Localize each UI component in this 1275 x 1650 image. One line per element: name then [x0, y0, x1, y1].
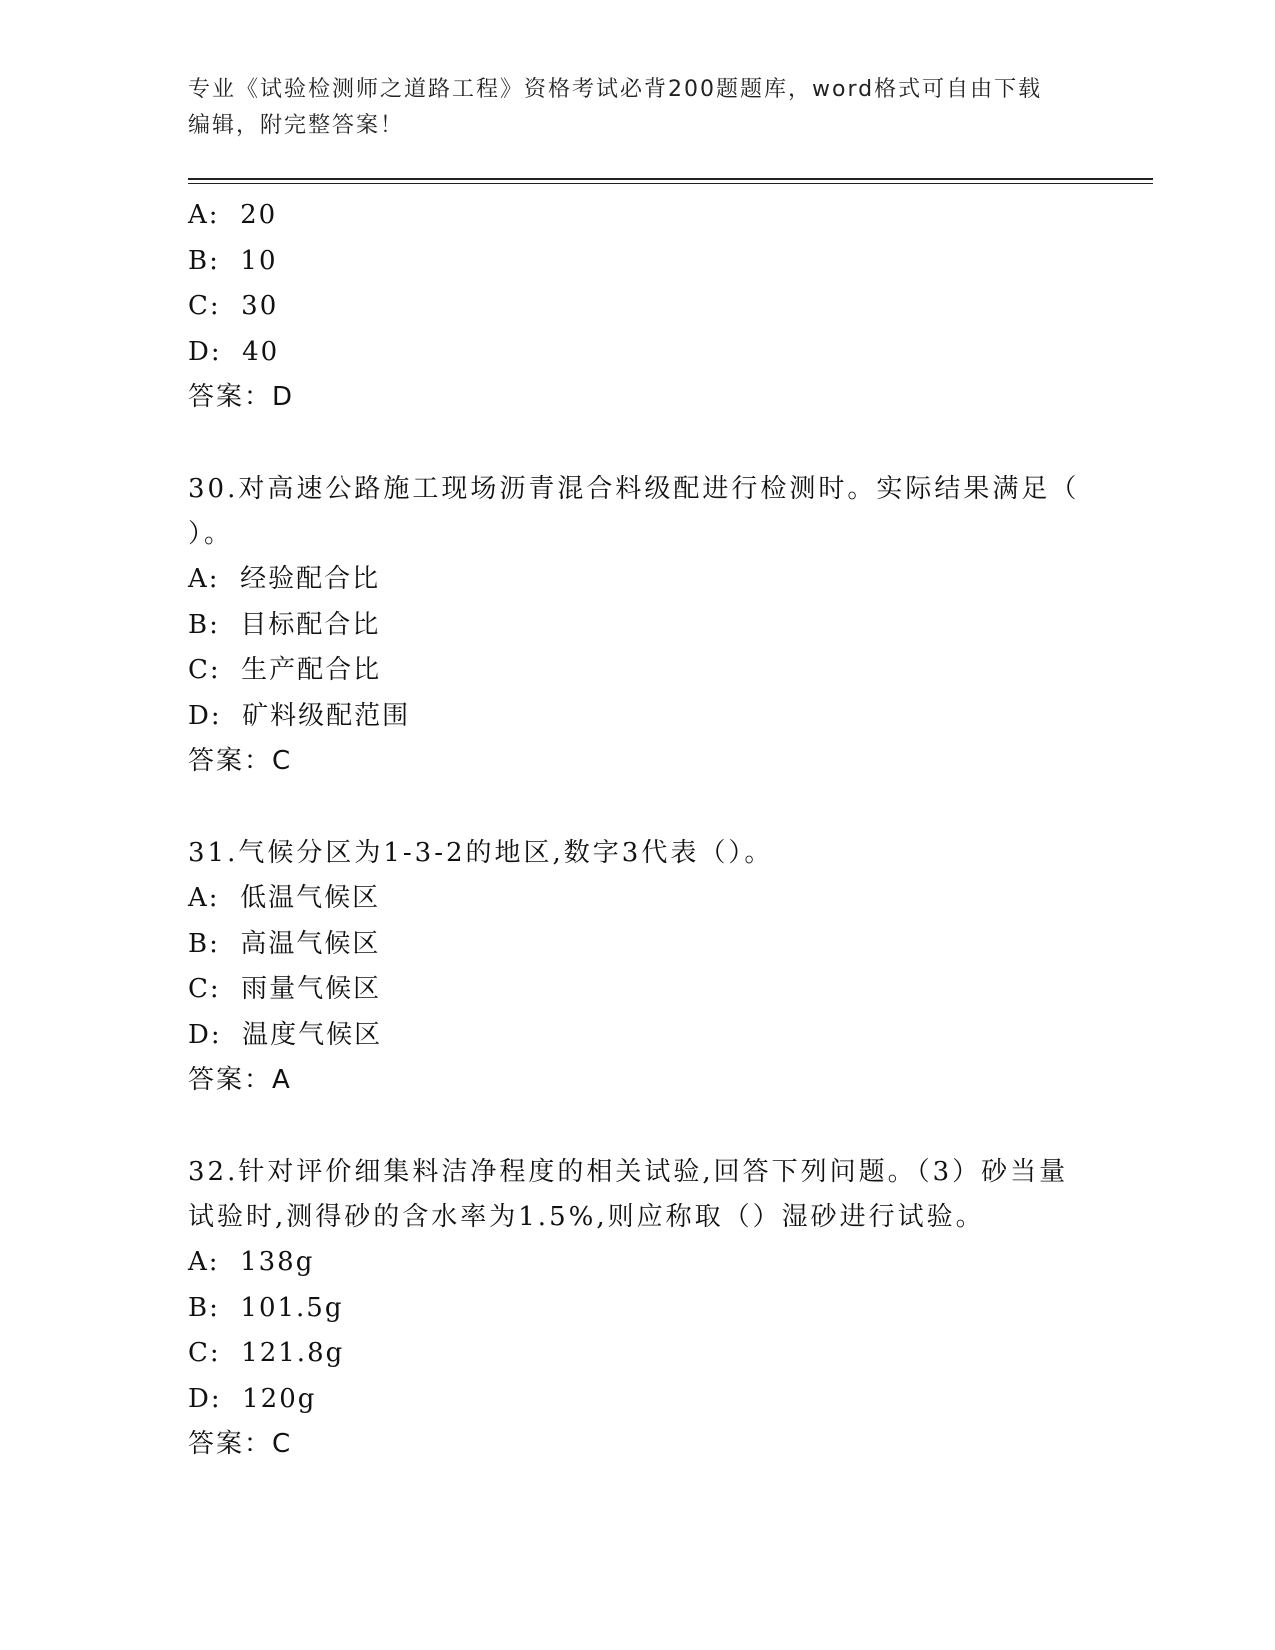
question-list — [188, 193, 1148, 1467]
header-line-2: 编辑，附完整答案！ — [188, 113, 405, 138]
question-line-1: 30.对高速公路施工现场沥青混合料级配进行检测时。实际结果满足（ — [188, 474, 1080, 504]
option-c: C: 121.8g — [188, 1338, 345, 1368]
question-line-1: 31.气候分区为1-3-2的地区,数字3代表（）。 — [188, 838, 774, 868]
question-31 — [188, 831, 1148, 1103]
answer: 答案：A — [188, 1065, 292, 1095]
question-32 — [188, 1150, 1148, 1467]
answer: 答案：C — [188, 1429, 293, 1459]
header-line-1: 专业《试验检测师之道路工程》资格考试必背200题题库，word格式可自由下载 — [188, 77, 1043, 102]
header-divider — [188, 178, 1153, 180]
question-line-1: 32.针对评价细集料洁净程度的相关试验,回答下列问题。（3）砂当量 — [188, 1157, 1069, 1187]
option-b: B: 目标配合比 — [188, 609, 381, 640]
question-text — [188, 1150, 1148, 1240]
option-a: A: 20 — [188, 200, 278, 230]
option-a: A: 经验配合比 — [188, 564, 381, 594]
option-c: C: 雨量气候区 — [188, 974, 382, 1004]
question-text — [188, 831, 1148, 876]
option-a: A: 138g — [188, 1247, 315, 1277]
option-d: D: 温度气候区 — [188, 1019, 383, 1050]
option-d: D: 矿料级配范围 — [188, 700, 411, 731]
option-d: D: 120g — [188, 1383, 317, 1414]
document-header — [188, 72, 1088, 144]
previous-question — [188, 193, 1148, 420]
question-30 — [188, 467, 1148, 784]
question-line-2: 试验时,测得砂的含水率为1.5%,则应称取（）湿砂进行试验。 — [188, 1202, 985, 1232]
option-b: B: 101.5g — [188, 1292, 344, 1323]
header-divider-thin — [188, 183, 1153, 184]
question-line-2: ）。 — [188, 519, 234, 549]
option-b: B: 高温气候区 — [188, 928, 381, 959]
option-b: B: 10 — [188, 245, 278, 276]
option-a: A: 低温气候区 — [188, 883, 381, 913]
option-d: D: 40 — [188, 336, 280, 367]
option-c: C: 30 — [188, 291, 279, 321]
answer: 答案：D — [188, 382, 295, 412]
option-c: C: 生产配合比 — [188, 655, 382, 685]
question-text — [188, 467, 1148, 557]
answer: 答案：C — [188, 746, 293, 776]
